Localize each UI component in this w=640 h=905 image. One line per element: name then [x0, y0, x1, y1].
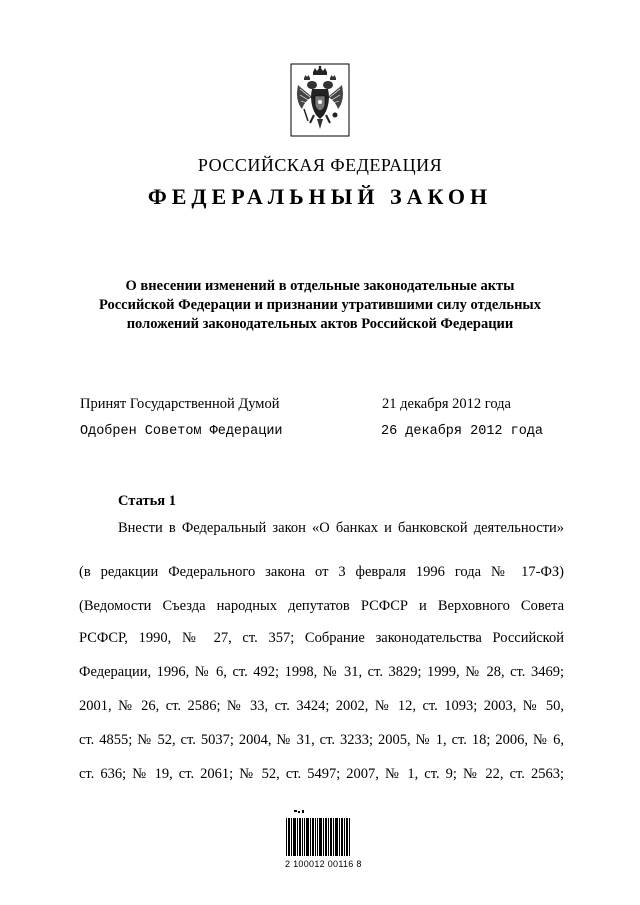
article-text-line: ст. 636; № 19, ст. 2061; № 52, ст. 5497; 2007, № 1, ст. 9; № 22, ст. 2563;	[79, 766, 564, 782]
law-subject-line: положений законодательных актов Российской Федерации	[126, 316, 514, 332]
barcode-number: 2 100012 00116 8	[285, 859, 362, 869]
country-name: РОССИЙСКАЯ ФЕДЕРАЦИЯ	[197, 155, 443, 175]
adopted-date: 21 декабря 2012 года	[382, 396, 511, 412]
law-subject	[60, 277, 580, 334]
article-text-line: (в редакции Федерального закона от 3 февраля 1996 года № 17-ФЗ)	[79, 564, 564, 580]
adopted-label: Принят Государственной Думой	[80, 396, 280, 412]
coat-of-arms-icon	[290, 63, 350, 137]
approved-date: 26 декабря 2012 года	[381, 424, 544, 439]
article-text-line: 2001, № 26, ст. 2586; № 33, ст. 3424; 2002, № 12, ст. 1093; 2003, № 50,	[79, 698, 564, 714]
article-text-line: Внести в Федеральный закон «О банках и банковской деятельности»	[118, 520, 564, 536]
law-subject-line: Российской Федерации и признании утратившими силу отдельных	[98, 297, 542, 313]
article-text-line: Федерации, 1996, № 6, ст. 492; 1998, № 31, ст. 3829; 1999, № 28, ст. 3469;	[79, 664, 564, 680]
approved-label: Одобрен Советом Федерации	[80, 424, 283, 439]
barcode-icon	[284, 810, 354, 858]
article-heading: Статья 1	[118, 493, 176, 509]
article-text-line: (Ведомости Съезда народных депутатов РСФСР и Верховного Совета	[79, 598, 564, 614]
document-type-title: ФЕДЕРАЛЬНЫЙ ЗАКОН	[147, 184, 493, 209]
law-subject-line: О внесении изменений в отдельные законодательные акты	[125, 278, 515, 294]
article-text-line: РСФСР, 1990, № 27, ст. 357; Собрание законодательства Российской	[79, 630, 564, 646]
article-text-line: ст. 4855; № 52, ст. 5037; 2004, № 31, ст. 3233; 2005, № 1, ст. 18; 2006, № 6,	[79, 732, 564, 748]
